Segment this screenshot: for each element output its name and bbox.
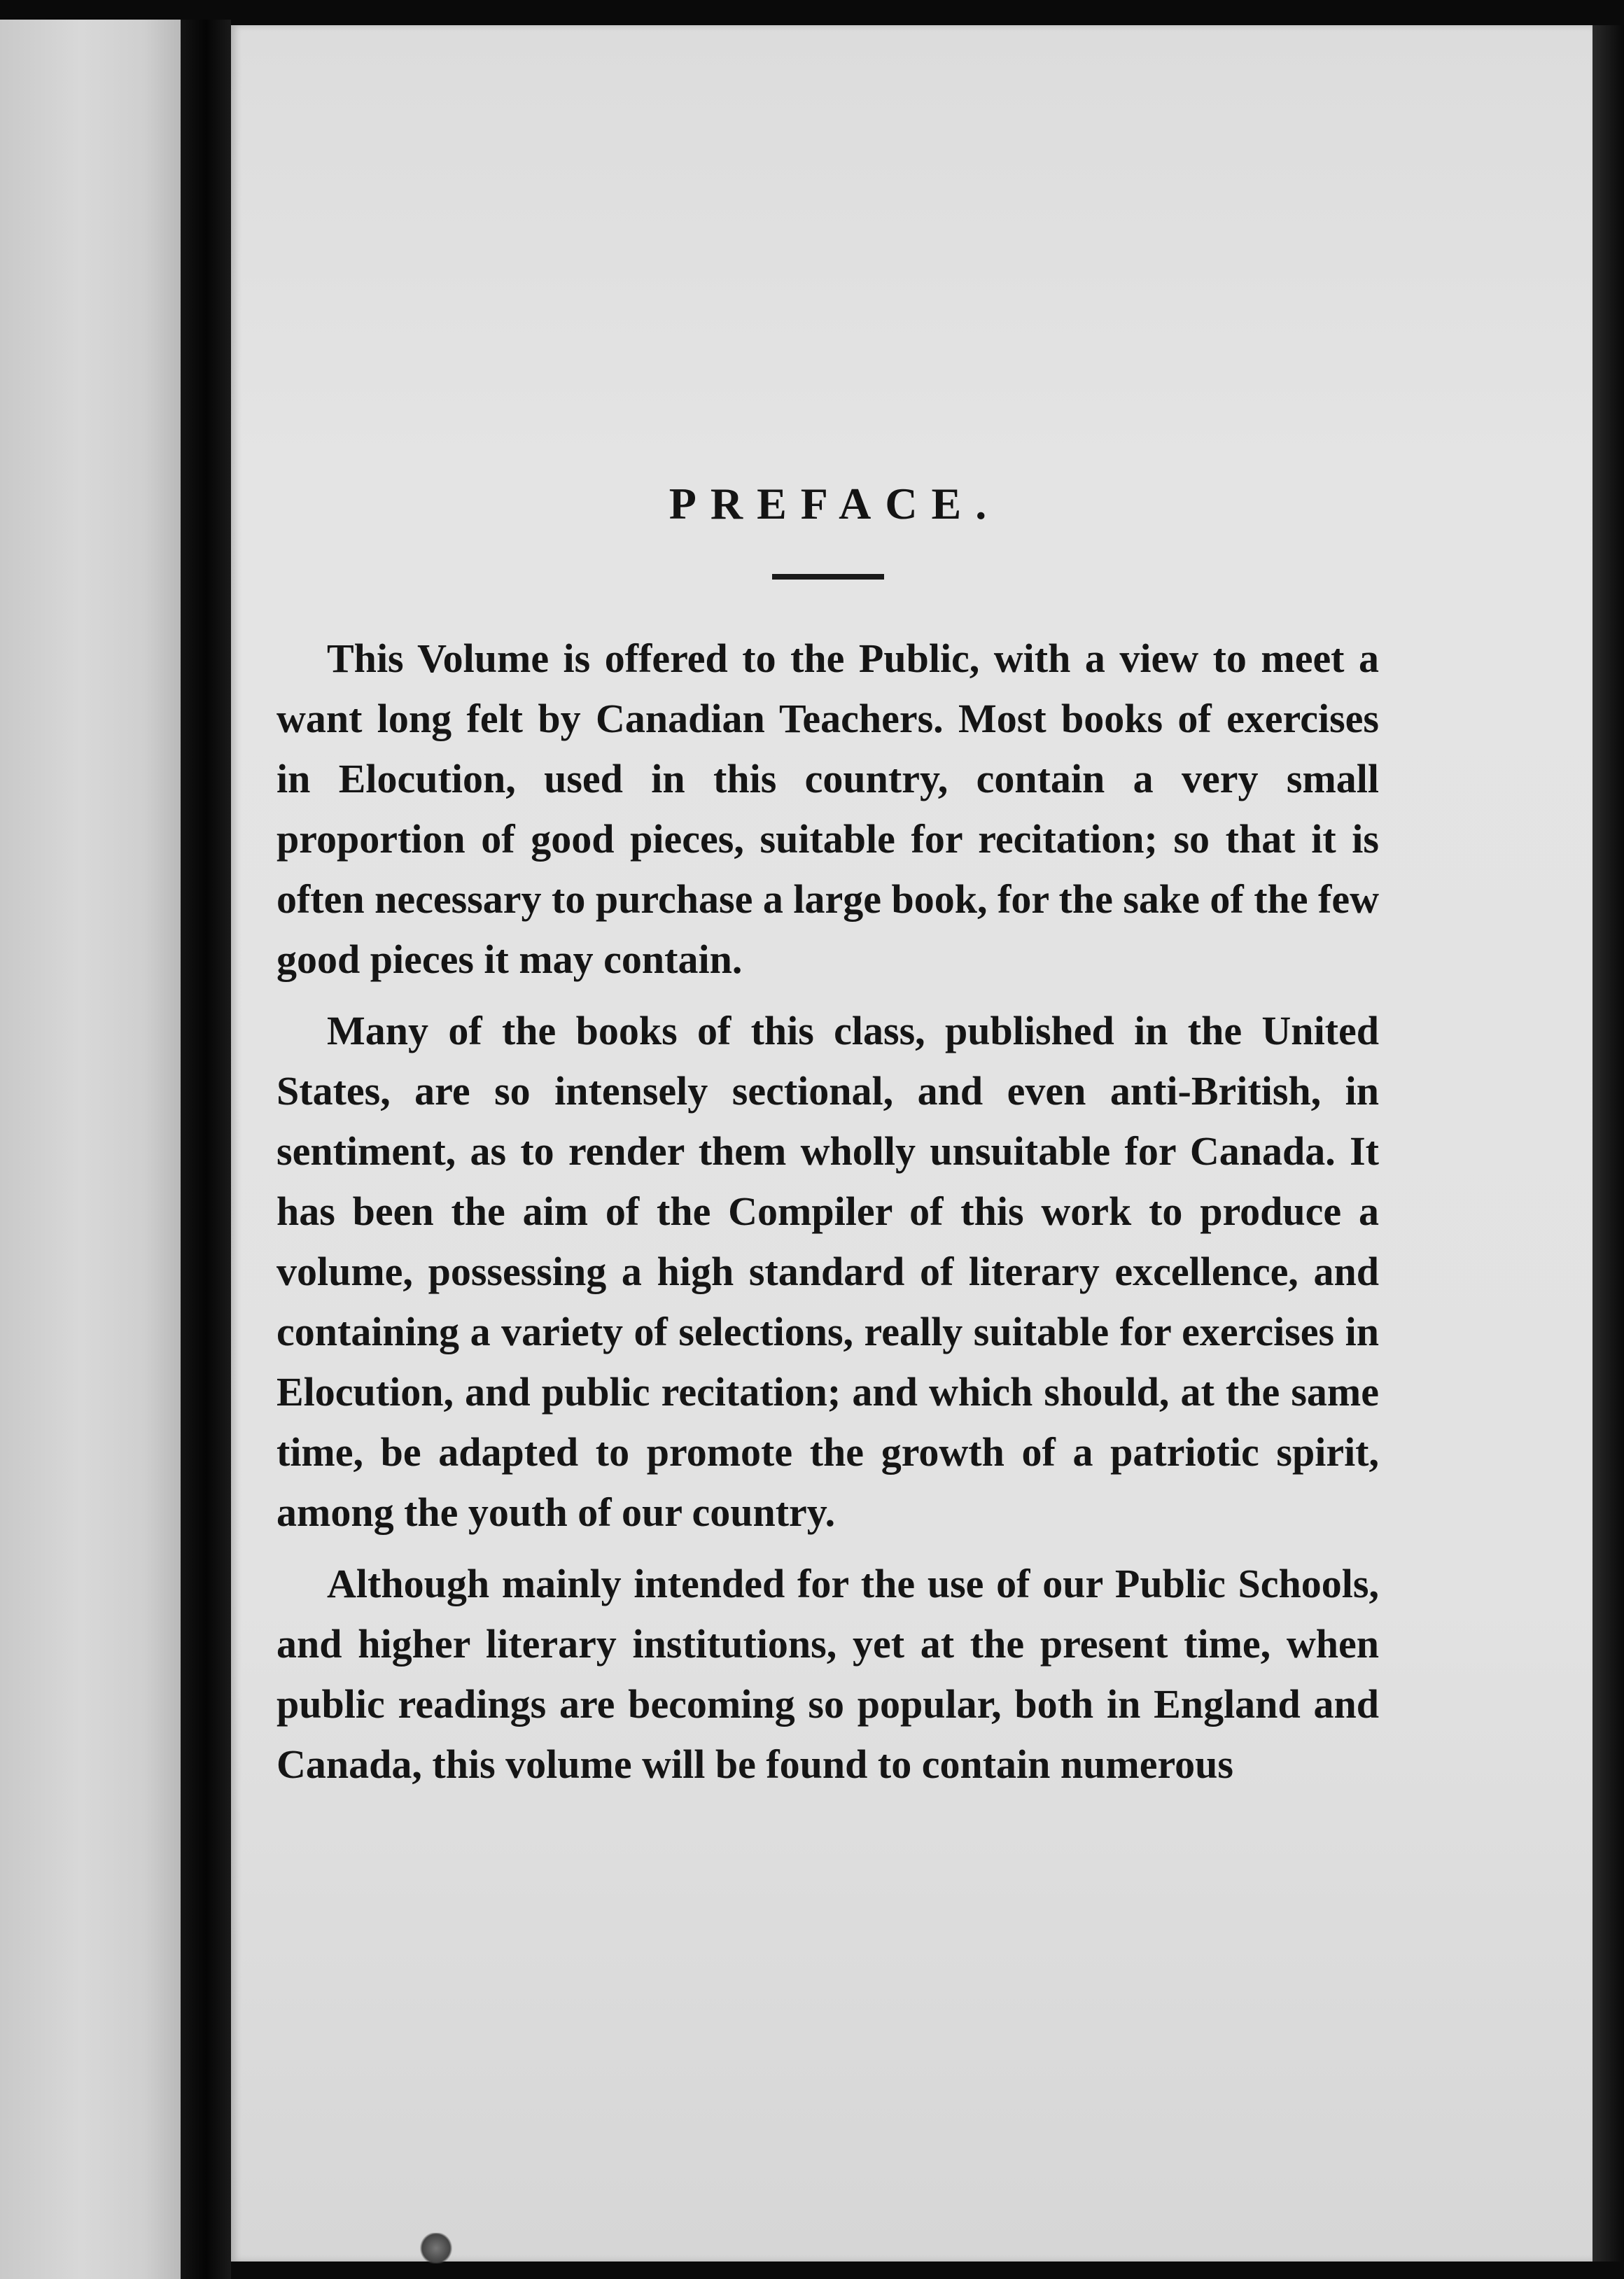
facing-page <box>0 20 181 2279</box>
library-stamp-mark <box>419 2233 454 2264</box>
book-gutter <box>181 20 231 2279</box>
page-content <box>276 448 1379 1806</box>
page-edge-bottom <box>231 2262 1624 2279</box>
page-edge-right <box>1592 25 1624 2262</box>
paragraph-2: Many of the books of this class, published in the United States, are so intensely sectional, and even anti-British, in sentiment, as to render them wholly unsuitable for Canada. It has been the aim of the Compiler of this work to produce a volume, possessing a high standard of literary excellence, and containing a variety of selections, really suitable for exercises in Elocution, and public recitation; and which should, at the same time, be adapted to promote the growth of a patriotic spirit, among the youth of our country. <box>276 1008 1379 1535</box>
paragraph-3: Although mainly intended for the use of our Public Schools, and higher literary institutions, yet at the present time, when public readings are becoming so popular, both in England and Canada, this volume will be found to contain numerous <box>276 1561 1379 1787</box>
title-rule <box>772 574 884 580</box>
page-title: PREFACE. <box>668 479 1001 528</box>
paragraph-1: This Volume is offered to the Public, with a view to meet a want long felt by Canadian Teachers. Most books of exercises in Elocution, used in this country, contain a very small proportion of good pieces, suitable for recitation; so that it is often necessary to purchase a large book, for the sake of the few good pieces it may contain. <box>276 636 1379 982</box>
